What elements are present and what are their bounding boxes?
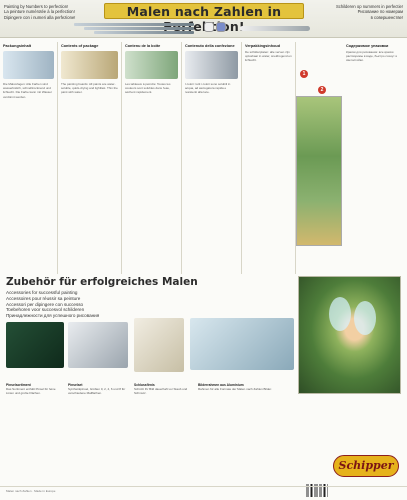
- step-badge-2: 2: [318, 86, 326, 94]
- brand-logo: Schipper: [333, 455, 399, 477]
- column-text: The painting boards: All paints are water-soluble, quick-drying and lightfast. Thin the paint with water.: [61, 82, 118, 95]
- subtitle-it: Accessori per dipingere con successo: [6, 301, 84, 307]
- column-fr: [122, 42, 182, 274]
- desc-text: Schützt Ihr Bild dauerhaft vor Staub und Schmutz.: [134, 387, 188, 396]
- tagline-ru-1: Рисование по номерам: [357, 9, 403, 15]
- tagline-it: Dipingere con i numeri alla perfezione!: [4, 14, 76, 20]
- column-en: [58, 42, 122, 274]
- subtitle-fr: Accessoires pour réussir sa peinture: [6, 295, 81, 301]
- column-ru: [343, 42, 407, 274]
- column-text: I colori: tutti i colori sono solubili in acqua, ad asciugatura rapida e resistenti alla luce.: [185, 82, 231, 95]
- column-it: [182, 42, 242, 274]
- wing-shape: [329, 297, 351, 331]
- desc-varnish: [134, 383, 194, 395]
- column-title: Contents of package: [61, 44, 99, 48]
- desc-name: Pinselset: [68, 383, 83, 387]
- subtitle-nl: Toebehoren voor succesvol schilderen: [6, 307, 85, 313]
- main-title: Malen nach Zahlen in: [104, 3, 304, 19]
- fairy-painting-image: [298, 276, 401, 394]
- painting-image: [296, 96, 342, 246]
- accessories-title: Zubehör für erfolgreiches Malen: [6, 276, 198, 288]
- tagline-en: Painting by Numbers to perfection!: [4, 4, 69, 9]
- tagline-left: [4, 4, 75, 20]
- desc-brushes: [6, 383, 64, 395]
- canvas-image: [125, 51, 178, 79]
- desc-text: Synthetikpinsel, Größen 0, 2, 4, 6 und 8 für verschiedene Malflächen.: [68, 387, 126, 396]
- header-banner: [0, 0, 407, 38]
- brush-icon: [94, 31, 194, 34]
- frame-product: [190, 318, 294, 370]
- paint-cup-icon: [216, 22, 226, 32]
- desc-frame: [198, 383, 294, 391]
- desc-text: Das Sortiment enthält Pinsel für feine Linien und große Flächen.: [6, 387, 56, 396]
- column-text: Краски для рисования: все краски растворимы в воде, быстро сохнут и светостойки.: [346, 50, 398, 63]
- footer: Malen nach Zahlen · Made in Europe: [0, 486, 407, 500]
- paint-set-image: [3, 51, 54, 79]
- desc-brush-set: [68, 383, 128, 395]
- column-text: Les tableaux à peindre: Toutes les couleurs sont solubles dans l'eau, sèchent rapidement.: [125, 82, 171, 95]
- brush-set-product: [68, 322, 128, 368]
- column-title: Verpakkingsinhoud: [245, 44, 281, 48]
- tagline-nl: Schilderen op nummers in perfectie!: [335, 4, 403, 9]
- column-text: Die Malvorlagen: Alle Farben sind wasserlöslich, schnelltrocknend und lichtecht. Die Farbe kann mit Wasser verdünnt werden.: [3, 82, 52, 99]
- tagline-right: [336, 4, 403, 20]
- desc-name: Bilderrahmen aus Aluminium: [198, 383, 244, 387]
- subtitle-en: Accessories for successful painting: [6, 290, 78, 295]
- column-title: Contenu de la boîte: [125, 44, 161, 48]
- column-de: [0, 42, 58, 274]
- paints-image: [61, 51, 118, 79]
- column-title: Contenuto della confezione: [185, 44, 235, 48]
- step-badge-1: 1: [300, 70, 308, 78]
- varnish-product: [134, 318, 184, 372]
- brush-image: [185, 51, 238, 79]
- column-text: De schilderplaten: alle verven zijn oplosbaar in water, sneldrogend en lichtecht.: [245, 50, 292, 63]
- desc-name: Pinselsortiment: [6, 383, 31, 387]
- tagline-fr: La peinture numérotée à la perfection!: [4, 9, 75, 15]
- paint-cup-icon: [204, 22, 214, 32]
- desc-name: Schlussfirnis: [134, 383, 155, 387]
- brush-icon: [74, 23, 194, 26]
- wing-shape: [354, 301, 376, 335]
- column-title: Packungsinhalt: [3, 44, 32, 48]
- column-nl: [242, 42, 296, 274]
- accessories-subtitle: [6, 290, 99, 319]
- tagline-ru-2: в совершенстве!: [370, 14, 403, 20]
- paint-tube-icon: [240, 26, 310, 31]
- column-title: Содержимое упаковки: [346, 44, 389, 48]
- brush-icon: [84, 27, 194, 30]
- desc-text: Rahmen für alle Formate der Malen nach Zahlen Bilder.: [198, 387, 272, 392]
- subtitle-ru: Принадлежности для успешного рисования: [6, 313, 100, 319]
- brush-case-product: [6, 322, 64, 368]
